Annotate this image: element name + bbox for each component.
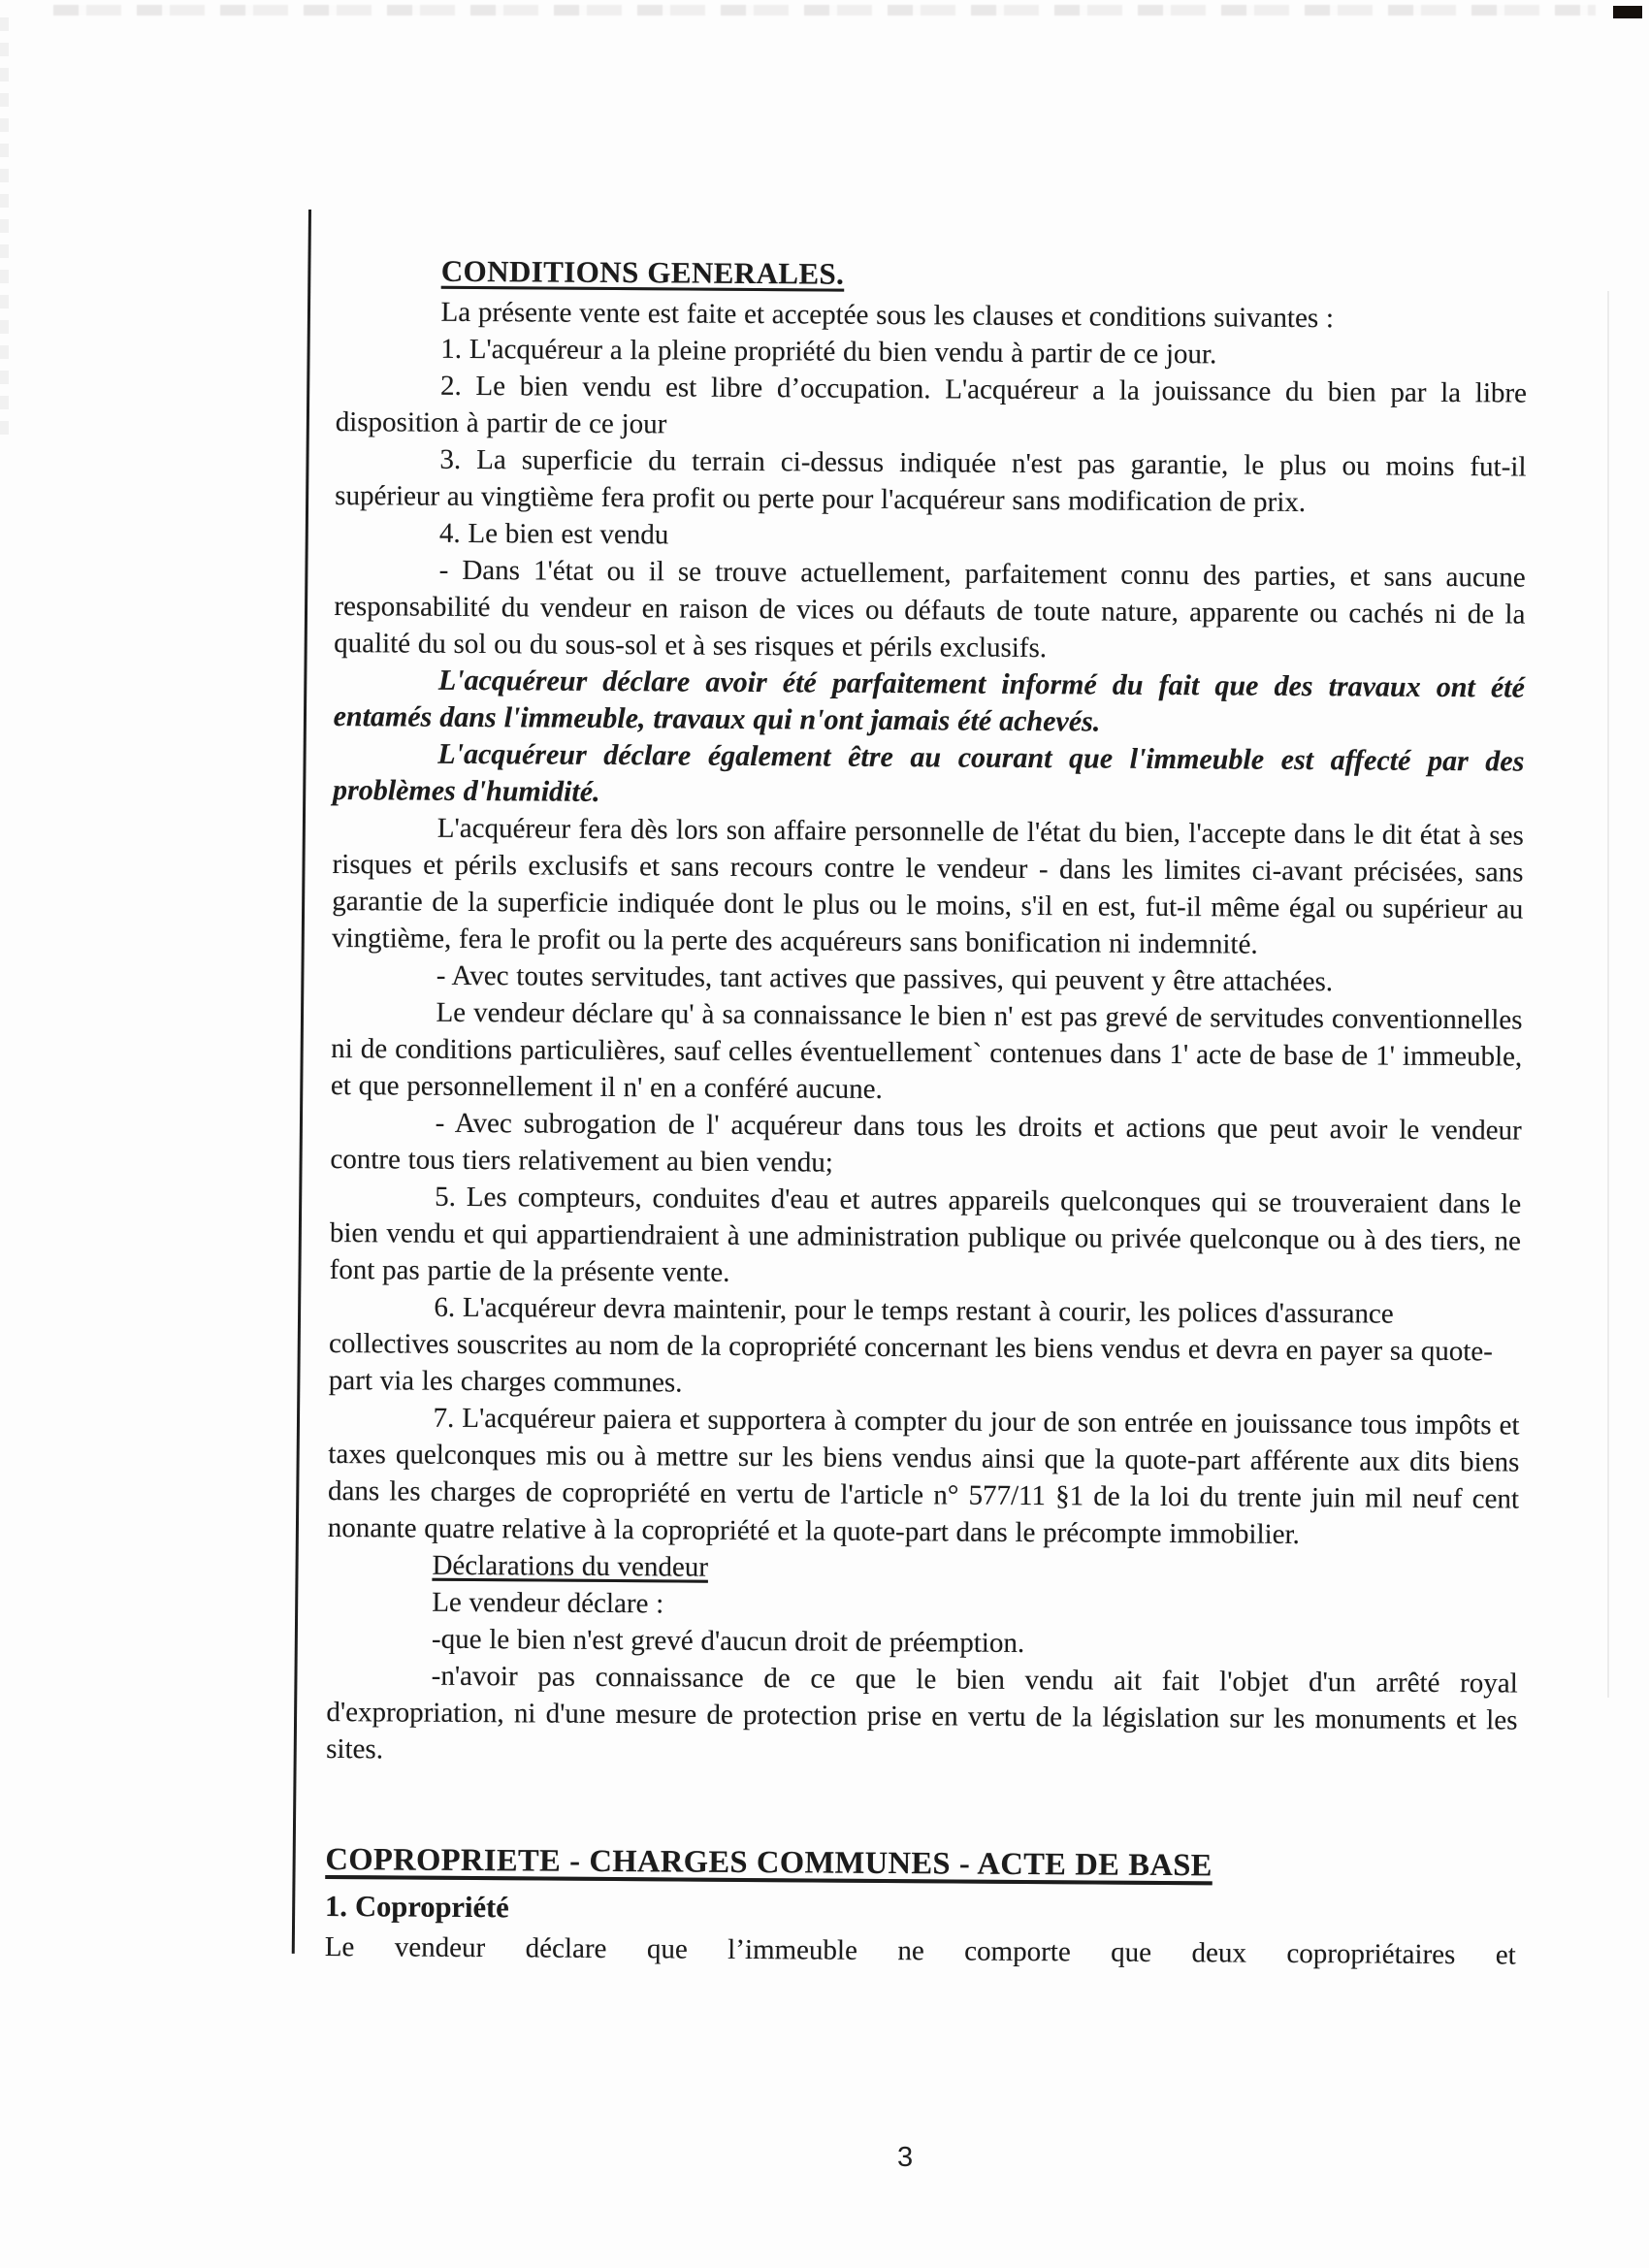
paragraph: 5. Les compteurs, conduites d'eau et autres appareils quelconques qui se trouveraient dans le bien vendu et qui appartiendraient à une administration publique ou privée quelconque ou à des tiers, ne font pas partie de la présente vente. <box>329 1181 1522 1288</box>
paragraph: 2. Le bien vendu est libre d’occupation. L'acquéreur a la jouissance du bien par la libre disposition à partir de ce jour <box>335 370 1528 440</box>
paragraph: Le vendeur déclare que l’immeuble ne comporte que deux copropriétaires et <box>324 1930 1516 1971</box>
scan-noise-left-edge <box>0 17 9 435</box>
paragraph: 1. L'acquéreur a la pleine propriété du bien vendu à partir de ce jour. <box>440 333 1217 371</box>
scan-corner-mark <box>1613 6 1642 18</box>
paragraph: 1. Copropriété <box>324 1889 509 1925</box>
paragraph: 7. L'acquéreur paiera et supportera à compter du jour de son entrée en jouissance tous impôts et taxes quelconques mis ou à mettre sur les biens vendus ainsi que la quote-part afférente aux dits biens dans les charges de copropriété en vertu de l'article n° 577/11 §1 de la loi du trente juin mil neuf cent nonante quatre relative à la copropriété et la quote-part dans le précompte immobilier. <box>327 1402 1520 1550</box>
paragraph: -que le bien n'est grevé d'aucun droit de préemption. <box>431 1623 1025 1659</box>
paragraph: L'acquéreur déclare également être au courant que l'immeuble est affecté par des problèmes d'humidité. <box>332 737 1525 808</box>
paragraph: - Avec subrogation de l' acquéreur dans tous les droits et actions que peut avoir le vendeur contre tous tiers relativement au bien vendu; <box>330 1107 1522 1179</box>
scan-streak-line <box>1607 291 1609 1698</box>
paragraph: Le vendeur déclare qu' à sa connaissance le bien n' est pas grevé de servitudes conventionnelles ni de conditions particulières, sauf celles éventuellementˋ contenues dans 1' acte de base de 1' immeuble, et que personnellement il n' en a conféré aucune. <box>330 996 1523 1105</box>
paragraph: Le vendeur déclare : <box>432 1586 664 1620</box>
document-body <box>325 248 1528 1974</box>
paragraph: L'acquéreur déclare avoir été parfaitement informé du fait que des travaux ont été entamés dans l'immeuble, travaux qui n'ont jamais été achevés. <box>333 664 1525 738</box>
section-heading: COPROPRIETE - CHARGES COMMUNES - ACTE DE BASE <box>325 1841 1212 1884</box>
margin-rule-line <box>292 210 311 1954</box>
paragraph: -n'avoir pas connaissance de ce que le bien vendu ait fait l'objet d'un arrêté royal d'expropriation, ni d'une mesure de protection prise en vertu de la législation sur les monuments et les sites. <box>326 1660 1518 1766</box>
paragraph: - Dans 1'état ou il se trouve actuellement, parfaitement connu des parties, et sans aucune responsabilité du vendeur en raison de vices ou défauts de toute nature, apparente ou cachés ni de la qualité du sol ou du sous-sol et à ses risques et périls exclusifs. <box>334 554 1526 664</box>
paragraph: 4. Le bien est vendu <box>438 517 669 551</box>
document-title: CONDITIONS GENERALES. <box>440 253 845 291</box>
paragraph: - Avec toutes servitudes, tant actives que passives, qui peuvent y être attachées. <box>436 959 1334 998</box>
paragraph: La présente vente est faite et acceptée sous les clauses et conditions suivantes : <box>440 296 1335 335</box>
paragraph: 3. La superficie du terrain ci-dessus indiquée n'est pas garantie, le plus ou moins fut-il supérieur au vingtième fera profit ou perte pour l'acquéreur sans modification de prix. <box>335 443 1527 518</box>
paragraph: 6. L'acquéreur devra maintenir, pour le temps restant à courir, les polices d'assurance collectives souscrites au nom de la copropriété concernant les biens vendus et devra en payer sa quote-part via les charges communes. <box>328 1291 1493 1399</box>
page-number: 3 <box>897 2142 914 2173</box>
subheading: Déclarations du vendeur <box>432 1549 709 1583</box>
paragraph: L'acquéreur fera dès lors son affaire personnelle de l'état du bien, l'accepte dans le dit état à ses risques et périls exclusifs et sans recours contre le vendeur - dans les limites ci-avant précisées, sans garantie de la superficie indiquée dont le plus ou le moins, s'il en est, fut-il même égal ou supérieur au vingtième, fera le profit ou la perte des acquéreurs sans bonification ni indemnité. <box>331 812 1524 960</box>
scan-noise-band <box>53 5 1596 16</box>
